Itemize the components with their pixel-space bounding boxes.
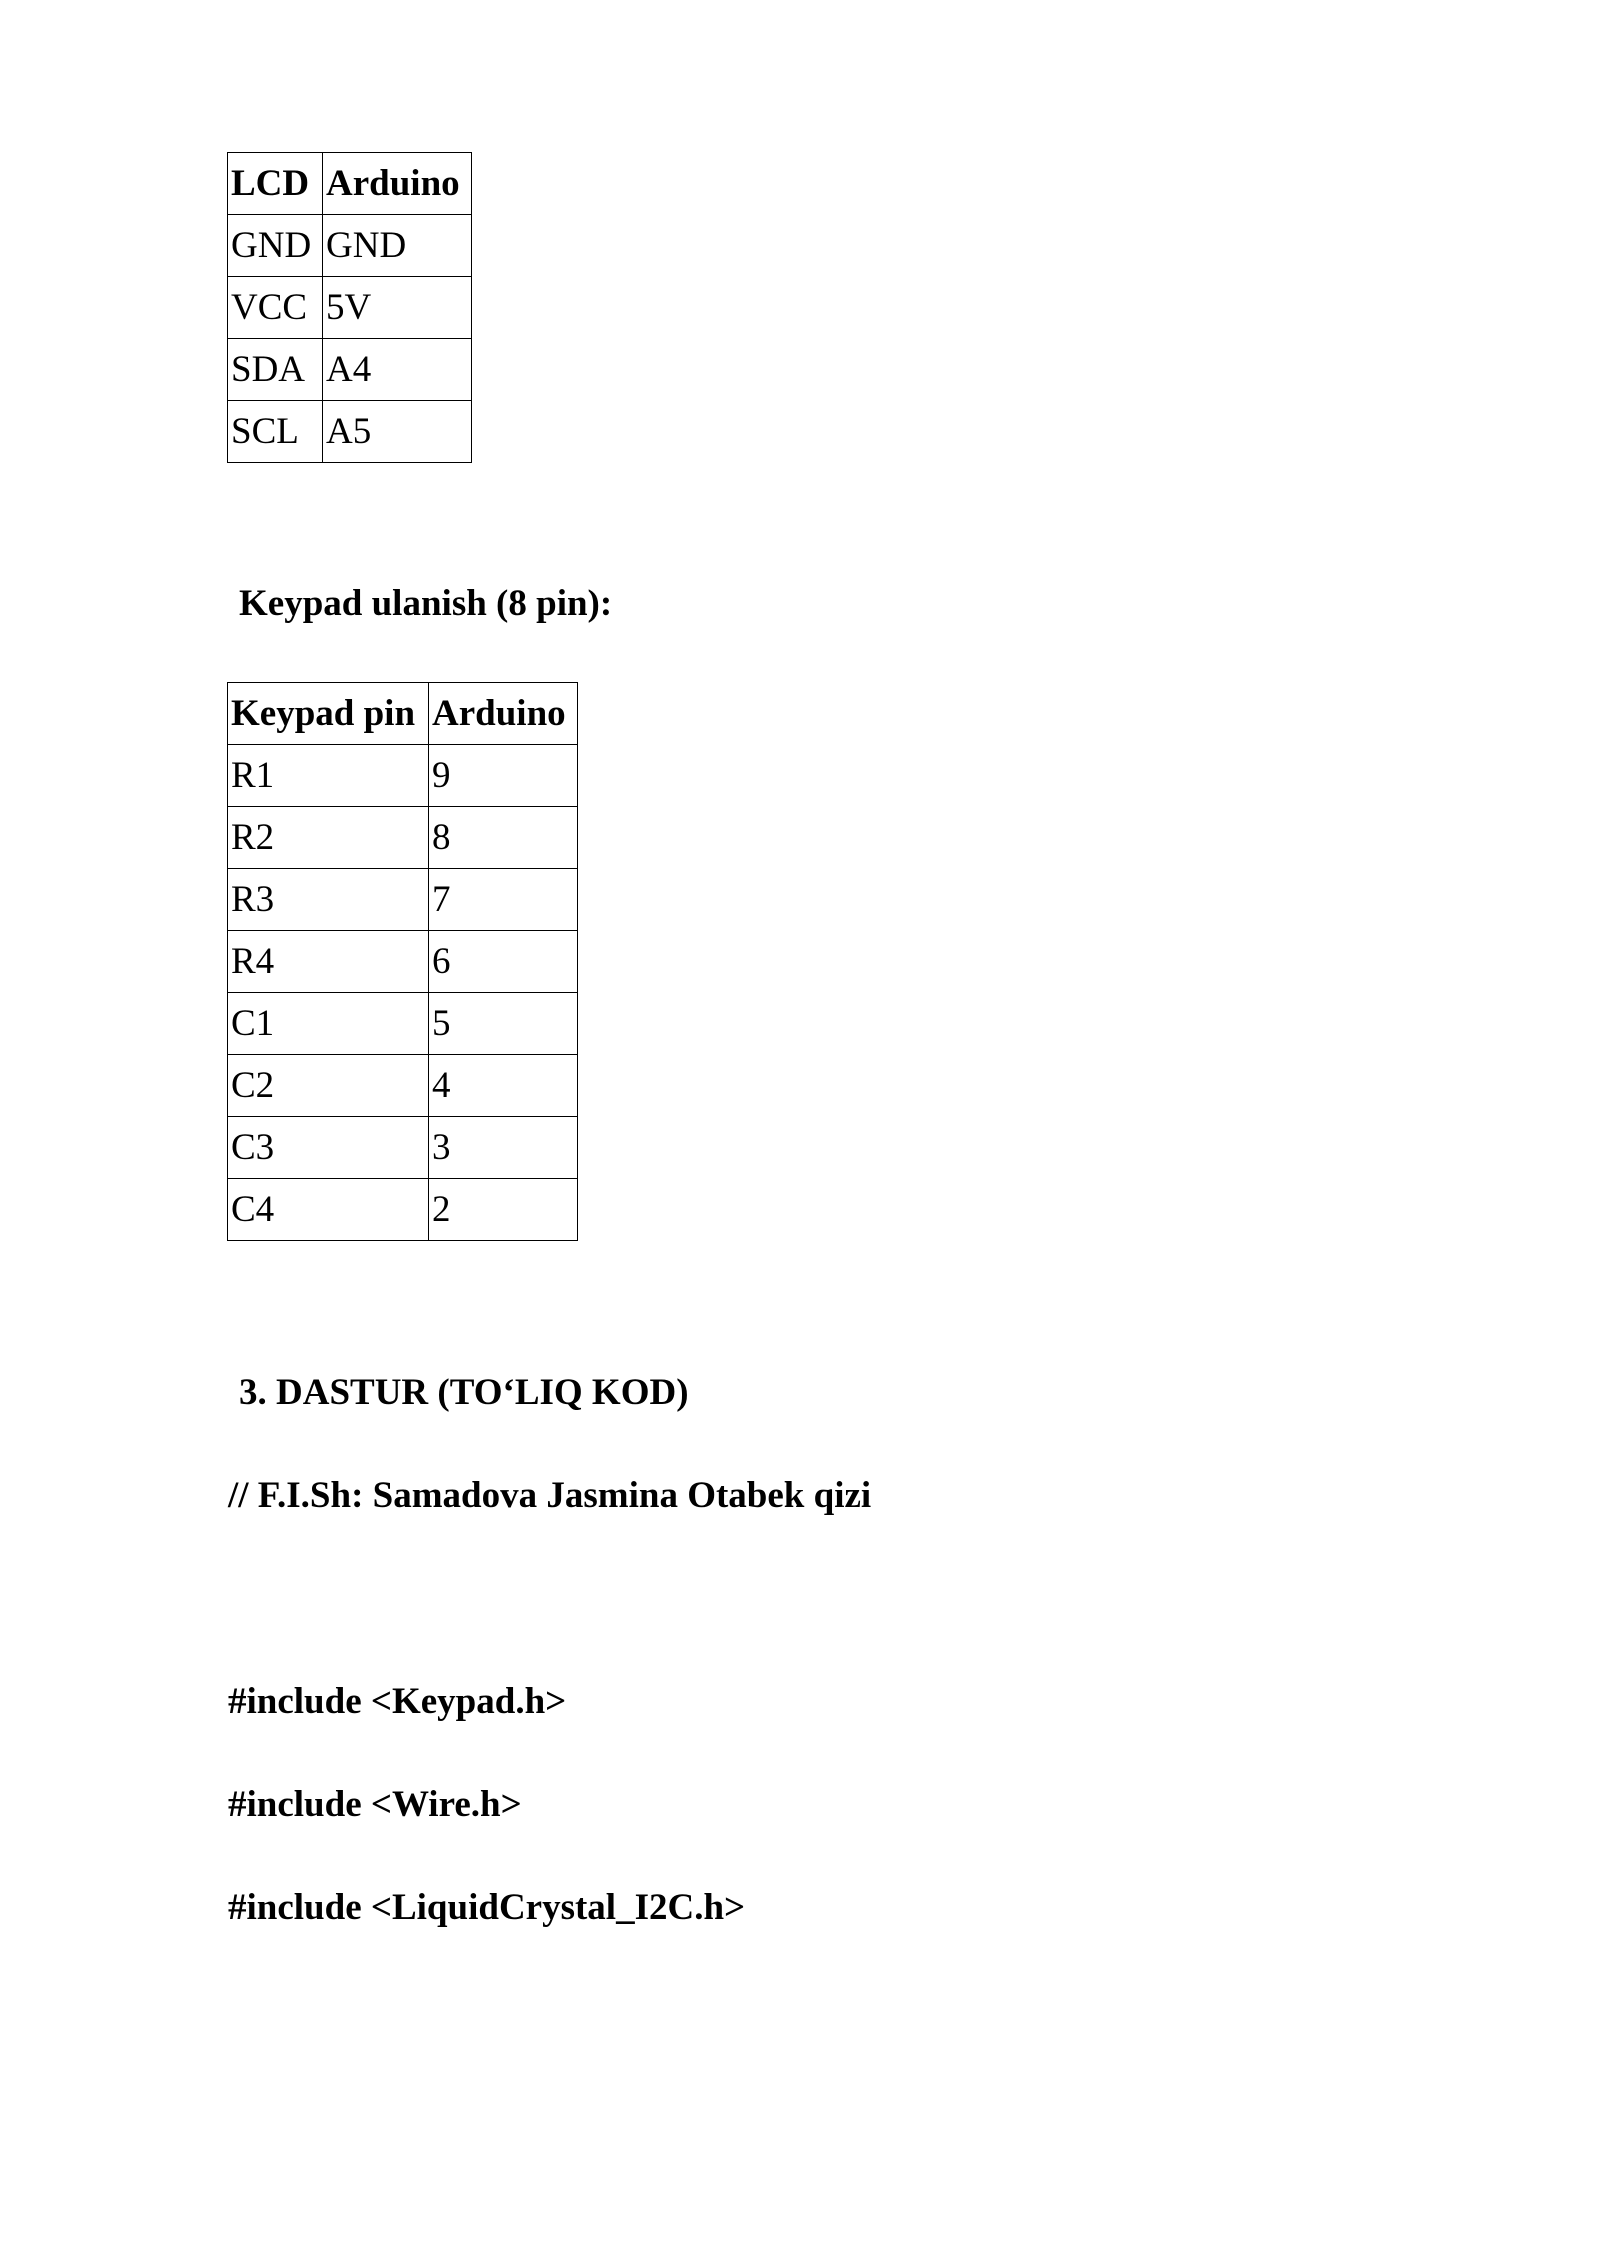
table-cell: 4 xyxy=(429,1055,578,1117)
table-cell: GND xyxy=(228,215,323,277)
table-cell: SCL xyxy=(228,401,323,463)
table-cell: C4 xyxy=(228,1179,429,1241)
table-cell: R3 xyxy=(228,869,429,931)
table-cell: VCC xyxy=(228,277,323,339)
table-cell: GND xyxy=(323,215,472,277)
table-cell: 6 xyxy=(429,931,578,993)
table-row xyxy=(228,745,578,807)
table-cell: 3 xyxy=(429,1117,578,1179)
table-cell: 7 xyxy=(429,869,578,931)
lcd-wiring-table xyxy=(227,152,472,463)
table-row xyxy=(228,1055,578,1117)
table-cell: 5 xyxy=(429,993,578,1055)
table-cell: C2 xyxy=(228,1055,429,1117)
code-line: #include <Keypad.h> xyxy=(228,1681,567,1722)
table-cell: C1 xyxy=(228,993,429,1055)
column-header: LCD xyxy=(228,153,323,215)
table-row xyxy=(228,1179,578,1241)
program-section-heading: 3. DASTUR (TO‘LIQ KOD) xyxy=(239,1372,689,1413)
table-cell: 9 xyxy=(429,745,578,807)
table-row xyxy=(228,931,578,993)
table-row xyxy=(228,215,472,277)
column-header: Keypad pin xyxy=(228,683,429,745)
table-cell: C3 xyxy=(228,1117,429,1179)
table-cell: A5 xyxy=(323,401,472,463)
author-comment: // F.I.Sh: Samadova Jasmina Otabek qizi xyxy=(228,1475,872,1516)
keypad-section-heading: Keypad ulanish (8 pin): xyxy=(239,583,613,624)
keypad-wiring-table xyxy=(227,682,578,1241)
table-row xyxy=(228,401,472,463)
table-row xyxy=(228,993,578,1055)
table-cell: R4 xyxy=(228,931,429,993)
code-line: #include <Wire.h> xyxy=(228,1784,522,1825)
table-header-row xyxy=(228,153,472,215)
table-row xyxy=(228,1117,578,1179)
table-row xyxy=(228,869,578,931)
table-row xyxy=(228,277,472,339)
table-cell: R1 xyxy=(228,745,429,807)
table-row xyxy=(228,807,578,869)
table-cell: 8 xyxy=(429,807,578,869)
table-row xyxy=(228,339,472,401)
table-cell: SDA xyxy=(228,339,323,401)
table-cell: R2 xyxy=(228,807,429,869)
table-header-row xyxy=(228,683,578,745)
table-cell: A4 xyxy=(323,339,472,401)
column-header: Arduino xyxy=(429,683,578,745)
code-line: #include <LiquidCrystal_I2C.h> xyxy=(228,1887,746,1928)
table-cell: 2 xyxy=(429,1179,578,1241)
table-cell: 5V xyxy=(323,277,472,339)
column-header: Arduino xyxy=(323,153,472,215)
